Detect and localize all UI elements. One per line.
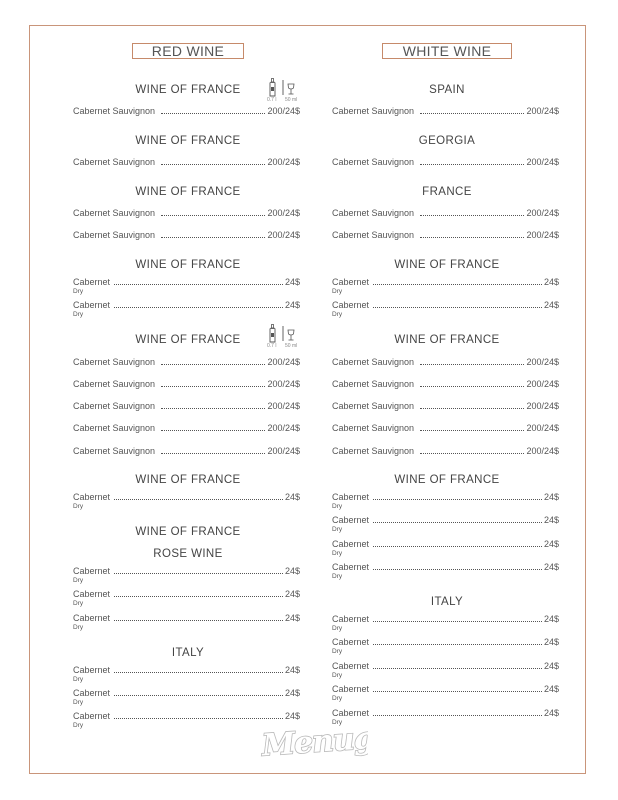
item-description: Dry bbox=[332, 288, 343, 295]
item-name: Cabernet bbox=[332, 684, 370, 694]
menu-item-row bbox=[73, 377, 300, 389]
item-price: 200/24$ bbox=[526, 230, 559, 240]
item-description: Dry bbox=[73, 676, 84, 683]
menu-item-row bbox=[332, 706, 559, 718]
menu-item-row bbox=[73, 298, 300, 310]
item-name: Cabernet bbox=[332, 637, 370, 647]
item-price: 200/24$ bbox=[526, 446, 559, 456]
menu-item-row bbox=[332, 298, 559, 310]
section-title: WINE OF FRANCE bbox=[135, 84, 241, 96]
item-name: Cabernet Sauvignon bbox=[73, 379, 156, 389]
item-name: Cabernet Sauvignon bbox=[332, 423, 415, 433]
section-title: WINE OF FRANCE bbox=[394, 474, 500, 486]
item-description: Dry bbox=[332, 311, 343, 318]
item-name: Cabernet Sauvignon bbox=[73, 357, 156, 367]
section-title: ITALY bbox=[171, 647, 205, 659]
dot-leader bbox=[373, 668, 542, 669]
section-title: WINE OF FRANCE bbox=[135, 186, 241, 198]
item-name: Cabernet bbox=[332, 539, 370, 549]
dot-leader bbox=[373, 546, 542, 547]
bottle-volume-label: 0.7 l bbox=[267, 343, 277, 349]
section-title: WINE OF FRANCE bbox=[135, 259, 241, 271]
item-price: 24$ bbox=[543, 684, 559, 694]
dot-leader bbox=[114, 672, 283, 673]
dot-leader bbox=[373, 499, 542, 500]
item-name: Cabernet Sauvignon bbox=[332, 357, 415, 367]
menu-item-row bbox=[73, 421, 300, 433]
menu-item-row bbox=[332, 275, 559, 287]
glass-volume-label: 50 ml bbox=[285, 343, 298, 349]
item-price: 24$ bbox=[284, 613, 300, 623]
item-price: 24$ bbox=[284, 665, 300, 675]
item-name: Cabernet bbox=[332, 614, 370, 624]
item-price: 24$ bbox=[543, 539, 559, 549]
menu-item-row bbox=[332, 537, 559, 549]
dot-leader bbox=[373, 644, 542, 645]
dot-leader bbox=[161, 453, 265, 454]
item-price: 24$ bbox=[284, 492, 300, 502]
menu-item-row bbox=[332, 228, 559, 240]
item-price: 200/24$ bbox=[526, 208, 559, 218]
dot-leader bbox=[373, 691, 542, 692]
item-description: Dry bbox=[73, 600, 84, 607]
item-name: Cabernet bbox=[332, 277, 370, 287]
item-description: Dry bbox=[332, 573, 343, 580]
section-title: ITALY bbox=[430, 596, 464, 608]
item-price: 24$ bbox=[543, 661, 559, 671]
item-description: Dry bbox=[332, 550, 343, 557]
item-name: Cabernet Sauvignon bbox=[332, 230, 415, 240]
item-name: Cabernet bbox=[332, 661, 370, 671]
dot-leader bbox=[420, 364, 524, 365]
item-price: 24$ bbox=[543, 492, 559, 502]
section-title: WINE OF FRANCE bbox=[135, 474, 241, 486]
item-description: Dry bbox=[73, 503, 84, 510]
item-name: Cabernet Sauvignon bbox=[73, 106, 156, 116]
menu-item-row bbox=[332, 155, 559, 167]
item-description: Dry bbox=[73, 288, 84, 295]
menu-item-row bbox=[332, 104, 559, 116]
section-title: WINE OF FRANCE bbox=[394, 259, 500, 271]
item-price: 200/24$ bbox=[267, 446, 300, 456]
item-description: Dry bbox=[73, 311, 84, 318]
item-price: 24$ bbox=[543, 515, 559, 525]
dot-leader bbox=[161, 364, 265, 365]
menu-item-row bbox=[332, 659, 559, 671]
item-price: 24$ bbox=[284, 300, 300, 310]
item-price: 200/24$ bbox=[267, 379, 300, 389]
dot-leader bbox=[373, 715, 542, 716]
menu-item-row bbox=[332, 490, 559, 502]
dot-leader bbox=[114, 718, 283, 719]
item-description: Dry bbox=[332, 695, 343, 702]
dot-leader bbox=[161, 408, 265, 409]
item-description: Dry bbox=[332, 526, 343, 533]
menu-item-row bbox=[73, 587, 300, 599]
dot-leader bbox=[420, 164, 524, 165]
item-name: Cabernet Sauvignon bbox=[332, 106, 415, 116]
menu-item-row bbox=[332, 421, 559, 433]
wine-bottle-icon bbox=[270, 325, 275, 343]
dot-leader bbox=[420, 408, 524, 409]
item-name: Cabernet bbox=[73, 277, 111, 287]
dot-leader bbox=[161, 113, 265, 114]
item-name: Cabernet Sauvignon bbox=[332, 446, 415, 456]
dot-leader bbox=[373, 569, 542, 570]
dot-leader bbox=[373, 621, 542, 622]
item-description: Dry bbox=[332, 672, 343, 679]
item-price: 200/24$ bbox=[267, 230, 300, 240]
item-name: Cabernet bbox=[73, 688, 111, 698]
item-price: 24$ bbox=[543, 300, 559, 310]
menu-item-row bbox=[332, 206, 559, 218]
item-name: Cabernet bbox=[332, 562, 370, 572]
item-price: 200/24$ bbox=[267, 106, 300, 116]
item-name: Cabernet bbox=[332, 300, 370, 310]
dot-leader bbox=[161, 237, 265, 238]
item-name: Cabernet Sauvignon bbox=[73, 401, 156, 411]
item-price: 200/24$ bbox=[526, 423, 559, 433]
item-name: Cabernet Sauvignon bbox=[73, 230, 156, 240]
section-subtitle: ROSE WINE bbox=[153, 548, 223, 560]
item-name: Cabernet Sauvignon bbox=[73, 423, 156, 433]
item-name: Cabernet Sauvignon bbox=[332, 379, 415, 389]
menu-item-row bbox=[73, 228, 300, 240]
item-description: Dry bbox=[73, 722, 84, 729]
item-price: 200/24$ bbox=[267, 208, 300, 218]
item-name: Cabernet Sauvignon bbox=[332, 401, 415, 411]
bottle-volume-label: 0.7 l bbox=[267, 97, 277, 103]
item-price: 24$ bbox=[543, 614, 559, 624]
glass-volume-label: 50 ml bbox=[285, 97, 298, 103]
item-name: Cabernet Sauvignon bbox=[73, 208, 156, 218]
item-name: Cabernet bbox=[73, 300, 111, 310]
item-description: Dry bbox=[332, 503, 343, 510]
menu-item-row bbox=[332, 444, 559, 456]
menu-item-row bbox=[332, 399, 559, 411]
dot-leader bbox=[161, 430, 265, 431]
menu-item-row bbox=[73, 275, 300, 287]
item-price: 200/24$ bbox=[526, 357, 559, 367]
item-name: Cabernet bbox=[73, 613, 111, 623]
item-price: 200/24$ bbox=[267, 357, 300, 367]
item-price: 24$ bbox=[284, 688, 300, 698]
menu-item-row bbox=[73, 686, 300, 698]
dot-leader bbox=[114, 284, 283, 285]
section-title: WINE OF FRANCE bbox=[135, 526, 241, 538]
dot-leader bbox=[420, 237, 524, 238]
serving-size-icons bbox=[267, 324, 307, 352]
item-description: Dry bbox=[73, 577, 84, 584]
item-price: 200/24$ bbox=[526, 401, 559, 411]
serving-size-icons bbox=[267, 78, 307, 106]
dot-leader bbox=[420, 453, 524, 454]
item-name: Cabernet bbox=[73, 589, 111, 599]
wine-glass-icon bbox=[288, 84, 294, 94]
item-price: 24$ bbox=[543, 708, 559, 718]
dot-leader bbox=[114, 695, 283, 696]
dot-leader bbox=[161, 386, 265, 387]
menu-item-row bbox=[332, 560, 559, 572]
menu-item-row bbox=[73, 709, 300, 721]
item-price: 24$ bbox=[543, 562, 559, 572]
wine-bottle-icon bbox=[270, 79, 275, 97]
item-description: Dry bbox=[332, 719, 343, 726]
wine-glass-icon bbox=[288, 330, 294, 340]
item-description: Dry bbox=[332, 625, 343, 632]
item-price: 200/24$ bbox=[267, 401, 300, 411]
menu-item-row bbox=[73, 155, 300, 167]
menu-item-row bbox=[73, 104, 300, 116]
section-title: FRANCE bbox=[422, 186, 472, 198]
dot-leader bbox=[114, 596, 283, 597]
menu-item-row bbox=[73, 444, 300, 456]
item-name: Cabernet Sauvignon bbox=[332, 208, 415, 218]
menu-item-row bbox=[73, 355, 300, 367]
section-title: WINE OF FRANCE bbox=[135, 135, 241, 147]
item-name: Cabernet bbox=[73, 566, 111, 576]
item-price: 24$ bbox=[284, 589, 300, 599]
dot-leader bbox=[161, 215, 265, 216]
item-name: Cabernet bbox=[73, 665, 111, 675]
item-description: Dry bbox=[73, 699, 84, 706]
item-name: Cabernet bbox=[332, 708, 370, 718]
menu-item-row bbox=[332, 612, 559, 624]
item-price: 200/24$ bbox=[267, 157, 300, 167]
section-title: WINE OF FRANCE bbox=[135, 334, 241, 346]
dot-leader bbox=[373, 522, 542, 523]
dot-leader bbox=[420, 215, 524, 216]
svg-text:Menugo: Menugo bbox=[260, 722, 368, 764]
dot-leader bbox=[373, 284, 542, 285]
dot-leader bbox=[420, 386, 524, 387]
menu-item-row bbox=[73, 490, 300, 502]
menu-item-row bbox=[332, 682, 559, 694]
item-name: Cabernet Sauvignon bbox=[73, 446, 156, 456]
dot-leader bbox=[114, 573, 283, 574]
menu-item-row bbox=[73, 611, 300, 623]
dot-leader bbox=[420, 430, 524, 431]
item-price: 200/24$ bbox=[526, 157, 559, 167]
menu-item-row bbox=[332, 355, 559, 367]
item-price: 200/24$ bbox=[526, 106, 559, 116]
red-wine-heading: RED WINE bbox=[132, 43, 244, 59]
item-price: 200/24$ bbox=[267, 423, 300, 433]
item-name: Cabernet bbox=[332, 492, 370, 502]
dot-leader bbox=[114, 307, 283, 308]
white-wine-heading: WHITE WINE bbox=[382, 43, 512, 59]
item-name: Cabernet bbox=[332, 515, 370, 525]
menu-item-row bbox=[73, 663, 300, 675]
item-price: 24$ bbox=[284, 277, 300, 287]
item-description: Dry bbox=[332, 648, 343, 655]
section-title: WINE OF FRANCE bbox=[394, 334, 500, 346]
item-name: Cabernet Sauvignon bbox=[332, 157, 415, 167]
section-title: SPAIN bbox=[429, 84, 465, 96]
section-title: GEORGIA bbox=[418, 135, 476, 147]
item-name: Cabernet Sauvignon bbox=[73, 157, 156, 167]
dot-leader bbox=[114, 499, 283, 500]
item-price: 24$ bbox=[284, 566, 300, 576]
dot-leader bbox=[161, 164, 265, 165]
item-name: Cabernet bbox=[73, 711, 111, 721]
dot-leader bbox=[373, 307, 542, 308]
item-description: Dry bbox=[73, 624, 84, 631]
item-price: 24$ bbox=[284, 711, 300, 721]
dot-leader bbox=[114, 620, 283, 621]
menu-item-row bbox=[73, 399, 300, 411]
item-price: 24$ bbox=[543, 637, 559, 647]
item-price: 24$ bbox=[543, 277, 559, 287]
item-price: 200/24$ bbox=[526, 379, 559, 389]
menugo-logo bbox=[258, 722, 368, 768]
menu-item-row bbox=[73, 564, 300, 576]
menu-item-row bbox=[332, 635, 559, 647]
menu-item-row bbox=[73, 206, 300, 218]
menu-item-row bbox=[332, 377, 559, 389]
dot-leader bbox=[420, 113, 524, 114]
menu-item-row bbox=[332, 513, 559, 525]
item-name: Cabernet bbox=[73, 492, 111, 502]
